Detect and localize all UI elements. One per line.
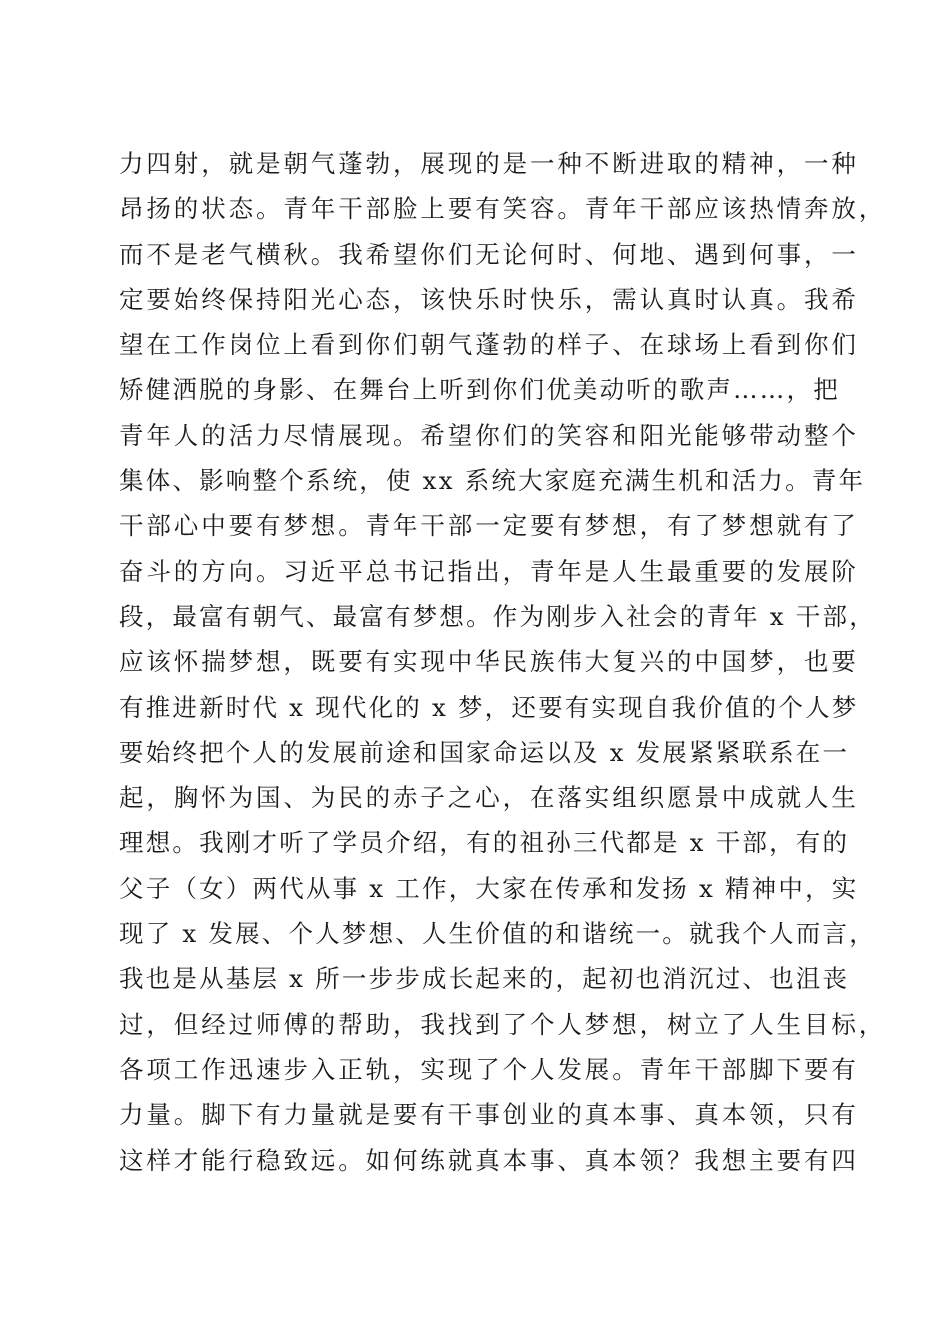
text-line: 这样才能行稳致远。如何练就真本事、真本领？我想主要有四 xyxy=(119,1145,859,1175)
text-line: 望在工作岗位上看到你们朝气蓬勃的样子、在球场上看到你们 xyxy=(119,330,859,360)
text-line: 而不是老气横秋。我希望你们无论何时、何地、遇到何事，一 xyxy=(119,239,859,269)
text-line: 应该怀揣梦想，既要有实现中华民族伟大复兴的中国梦，也要 xyxy=(119,647,859,677)
text-line: 矫健洒脱的身影、在舞台上听到你们优美动听的歌声……，把 xyxy=(119,375,840,405)
text-line: 力量。脚下有力量就是要有干事创业的真本事、真本领，只有 xyxy=(119,1100,859,1130)
text-line: 各项工作迅速步入正轨，实现了个人发展。青年干部脚下要有 xyxy=(119,1054,859,1084)
text-line: 现了 x 发展、个人梦想、人生价值的和谐统一。就我个人而言， xyxy=(119,919,876,949)
text-line: 有推进新时代 x 现代化的 x 梦，还要有实现自我价值的个人梦 xyxy=(119,692,859,722)
text-line: 定要始终保持阳光心态，该快乐时快乐，需认真时认真。我希 xyxy=(119,284,859,314)
text-line: 集体、影响整个系统，使 xx 系统大家庭充满生机和活力。青年 xyxy=(119,466,866,496)
text-line: 青年人的活力尽情展现。希望你们的笑容和阳光能够带动整个 xyxy=(119,420,859,450)
text-line: 干部心中要有梦想。青年干部一定要有梦想，有了梦想就有了 xyxy=(119,511,859,541)
text-line: 奋斗的方向。习近平总书记指出，青年是人生最重要的发展阶 xyxy=(119,556,859,586)
text-line: 父子（女）两代从事 x 工作，大家在传承和发扬 x 精神中，实 xyxy=(119,873,859,903)
text-line: 段，最富有朝气、最富有梦想。作为刚步入社会的青年 x 干部， xyxy=(119,601,876,631)
text-line: 我也是从基层 x 所一步步成长起来的，起初也消沉过、也沮丧 xyxy=(119,964,850,994)
text-line: 要始终把个人的发展前途和国家命运以及 x 发展紧紧联系在一 xyxy=(119,737,850,767)
body-text xyxy=(119,141,887,1183)
text-line: 昂扬的状态。青年干部脸上要有笑容。青年干部应该热情奔放， xyxy=(119,194,887,224)
text-line: 起，胸怀为国、为民的赤子之心，在落实组织愿景中成就人生 xyxy=(119,783,859,813)
text-line: 过，但经过师傅的帮助，我找到了个人梦想，树立了人生目标， xyxy=(119,1009,887,1039)
text-line: 理想。我刚才听了学员介绍，有的祖孙三代都是 x 干部，有的 xyxy=(119,828,850,858)
text-line: 力四射，就是朝气蓬勃，展现的是一种不断进取的精神，一种 xyxy=(119,149,859,178)
